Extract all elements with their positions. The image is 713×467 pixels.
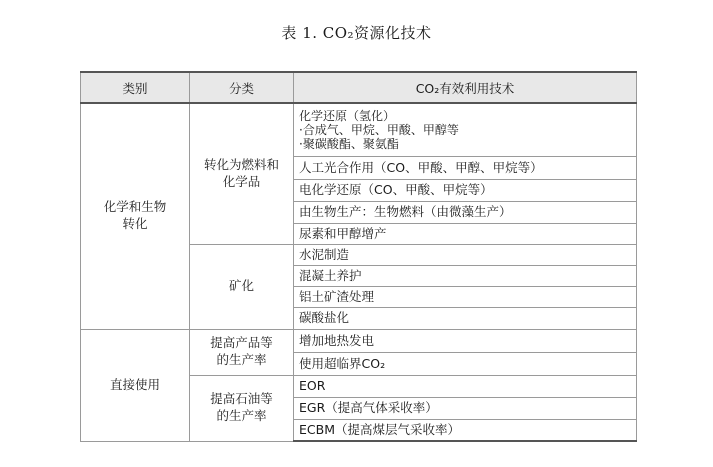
technology-cell: 化学还原（氢化） ·合成气、甲烷、甲酸、甲醇等 ·聚碳酸酯、聚氨酯 xyxy=(294,103,637,156)
technology-cell: 混凝土养护 xyxy=(294,265,637,286)
technology-cell: 增加地热发电 xyxy=(294,329,637,352)
header-classification: 分类 xyxy=(190,72,294,103)
technology-cell: EGR（提高气体采收率） xyxy=(294,397,637,419)
table-row xyxy=(81,329,637,352)
classification-cell: 提高产品等 的生产率 xyxy=(190,329,294,375)
technology-cell: 铝土矿渣处理 xyxy=(294,286,637,307)
technology-cell: 尿素和甲醇增产 xyxy=(294,223,637,244)
header-technology: CO₂有效利用技术 xyxy=(294,72,637,103)
technology-cell: 由生物生产：生物燃料（由微藻生产） xyxy=(294,201,637,223)
technology-cell: 碳酸盐化 xyxy=(294,307,637,329)
table-row xyxy=(81,103,637,156)
category-cell: 直接使用 xyxy=(81,329,190,441)
technology-cell: EOR xyxy=(294,375,637,397)
technology-cell: 使用超临界CO₂ xyxy=(294,352,637,375)
classification-cell: 矿化 xyxy=(190,244,294,329)
classification-cell: 提高石油等 的生产率 xyxy=(190,375,294,441)
technology-cell: 水泥制造 xyxy=(294,244,637,265)
classification-cell: 转化为燃料和 化学品 xyxy=(190,103,294,244)
category-cell: 化学和生物 转化 xyxy=(81,103,190,329)
table-header-row xyxy=(81,72,637,103)
technology-cell: ECBM（提高煤层气采收率） xyxy=(294,419,637,441)
technology-cell: 人工光合作用（CO、甲酸、甲醇、甲烷等） xyxy=(294,156,637,179)
table-caption: 表 1. CO₂资源化技术 xyxy=(281,24,432,42)
co2-technology-table xyxy=(80,71,637,442)
header-category: 类别 xyxy=(81,72,190,103)
technology-cell: 电化学还原（CO、甲酸、甲烷等） xyxy=(294,179,637,201)
